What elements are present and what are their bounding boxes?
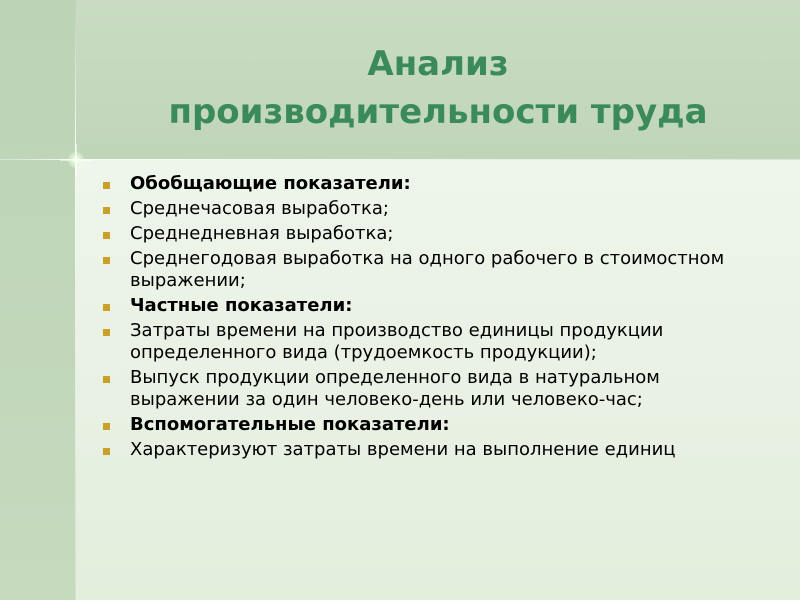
bullet-icon <box>103 376 110 383</box>
list-item <box>100 295 750 317</box>
bullet-icon <box>103 423 110 430</box>
list-item-text: Выпуск продукции определенного вида в натуральном выражении за один человеко-день или человеко-час; <box>130 367 660 410</box>
left-bar <box>0 0 76 600</box>
list-item <box>100 198 750 220</box>
page-title <box>76 40 800 136</box>
title-line-1: Анализ <box>367 44 509 84</box>
horizontal-divider <box>0 159 800 160</box>
bullet-icon <box>103 257 110 264</box>
list-item <box>100 367 750 411</box>
list-item-text: Среднечасовая выработка; <box>130 198 389 219</box>
bullet-list <box>100 173 750 464</box>
list-item-text: Характеризуют затраты времени на выполнение единиц <box>130 439 676 460</box>
list-item-text: Обобщающие показатели: <box>130 173 411 194</box>
list-item <box>100 248 750 292</box>
list-item <box>100 173 750 195</box>
bullet-icon <box>103 232 110 239</box>
list-item <box>100 320 750 364</box>
bullet-icon <box>103 207 110 214</box>
list-item-text: Среднегодовая выработка на одного рабочего в стоимостном выражении; <box>130 248 725 291</box>
sparkle-icon <box>60 144 92 176</box>
list-item-text: Затраты времени на производство единицы продукции определенного вида (трудоемкость продукции); <box>130 320 664 363</box>
list-item <box>100 223 750 245</box>
list-item <box>100 439 750 461</box>
bullet-icon <box>103 329 110 336</box>
bullet-icon <box>103 182 110 189</box>
list-item-text: Вспомогательные показатели: <box>130 414 450 435</box>
title-line-2: производительности труда <box>168 92 708 132</box>
bullet-icon <box>103 448 110 455</box>
list-item-text: Частные показатели: <box>130 295 353 316</box>
list-item-text: Среднедневная выработка; <box>130 223 394 244</box>
bullet-icon <box>103 304 110 311</box>
list-item <box>100 414 750 436</box>
